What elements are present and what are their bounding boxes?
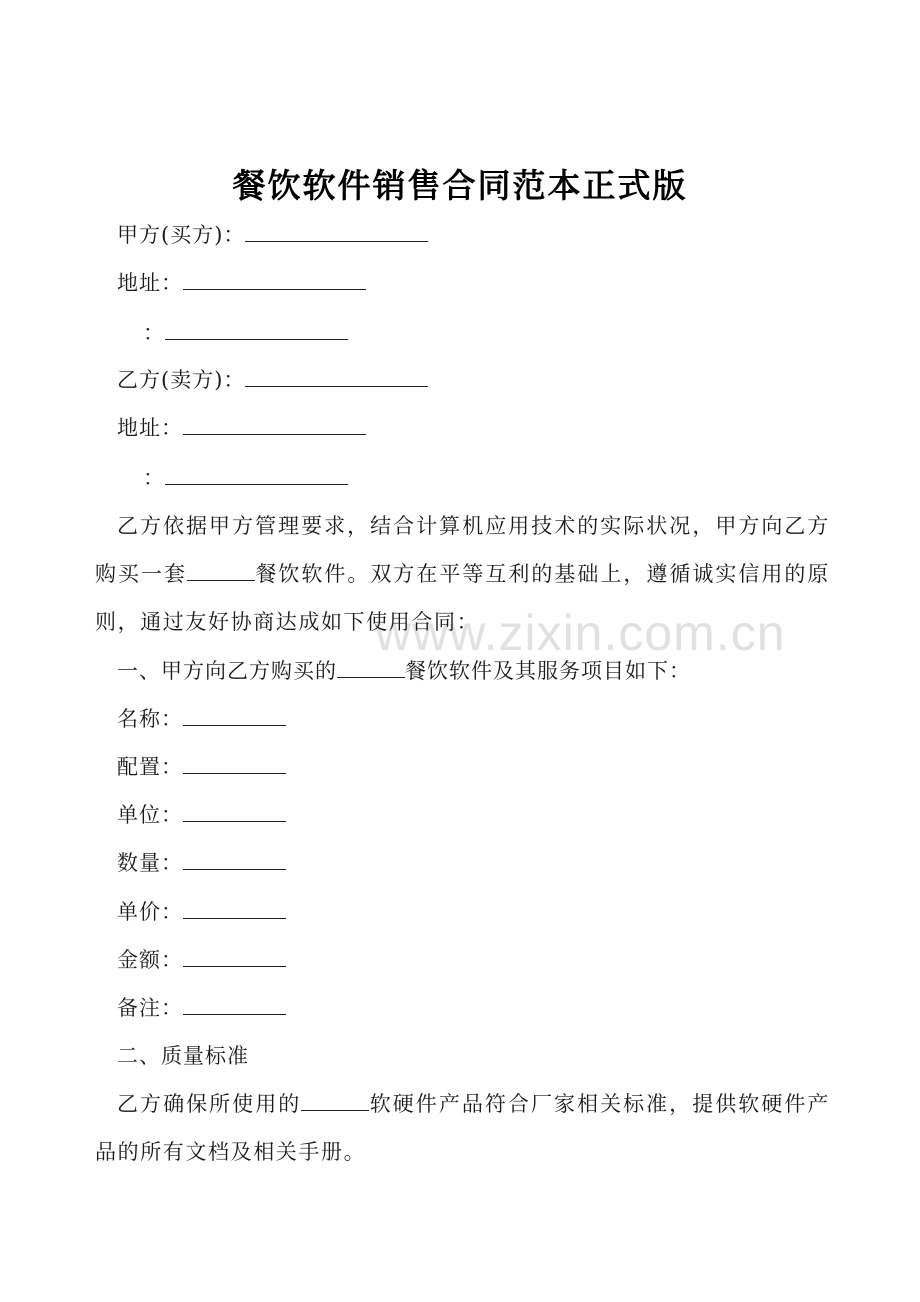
item-row <box>117 704 286 734</box>
party-b-address-blank[interactable] <box>183 414 366 435</box>
section-2-heading: 二、质量标准 <box>117 1044 249 1068</box>
party-b-extra-line <box>143 463 348 493</box>
software-name-blank[interactable] <box>187 560 255 581</box>
party-a-address-line <box>117 268 366 298</box>
section-1-heading <box>117 656 691 686</box>
item-blank[interactable] <box>183 994 286 1015</box>
party-b-blank[interactable] <box>245 366 428 387</box>
party-a-line <box>117 220 428 250</box>
section-2-paragraph <box>95 1080 830 1176</box>
watermark: www.zixin.com.cn <box>375 605 786 661</box>
party-b-extra-blank[interactable] <box>165 464 348 485</box>
party-b-extra-label: ： <box>143 466 165 490</box>
document-title: 餐饮软件销售合同范本正式版 <box>232 166 688 205</box>
intro-line-2-pre: 购买一套 <box>95 562 187 586</box>
intro-line-1: 乙方依据甲方管理要求，结合计算机应用技术的实际状况，甲方向乙方 <box>117 514 830 538</box>
party-a-address-blank[interactable] <box>183 269 366 290</box>
party-a-extra-label: ： <box>143 321 165 345</box>
item-label: 金额： <box>117 948 183 972</box>
party-b-address-label: 地址： <box>117 416 183 440</box>
party-b-label: 乙方(卖方)： <box>117 368 246 392</box>
item-blank[interactable] <box>183 801 286 822</box>
item-row <box>117 897 286 927</box>
intro-paragraph <box>95 502 830 646</box>
item-label: 名称： <box>117 707 183 731</box>
item-row <box>117 752 286 782</box>
item-label: 单位： <box>117 803 183 827</box>
section-1-blank[interactable] <box>337 657 405 678</box>
item-blank[interactable] <box>183 753 286 774</box>
item-label: 数量： <box>117 851 183 875</box>
party-a-address-label: 地址： <box>117 271 183 295</box>
item-label: 配置： <box>117 755 183 779</box>
section-1-post: 餐饮软件及其服务项目如下： <box>405 659 691 683</box>
section-2-line-2: 品的所有文档及相关手册。 <box>95 1140 367 1164</box>
section-2-line-1-post: 软硬件产品符合厂家相关标准，提供软硬件产 <box>369 1092 830 1116</box>
party-b-address-line <box>117 413 366 443</box>
item-row <box>117 945 286 975</box>
section-1-pre: 一、甲方向乙方购买的 <box>117 659 337 683</box>
item-row <box>117 800 286 830</box>
party-a-extra-blank[interactable] <box>165 319 348 340</box>
section-2-line-1-pre: 乙方确保所使用的 <box>117 1092 302 1116</box>
party-a-label: 甲方(买方)： <box>117 223 246 247</box>
item-blank[interactable] <box>183 705 286 726</box>
item-row <box>117 848 286 878</box>
intro-line-3: 则，通过友好协商达成如下使用合同： <box>95 610 480 634</box>
item-blank[interactable] <box>183 849 286 870</box>
party-a-blank[interactable] <box>245 221 428 242</box>
section-2-blank[interactable] <box>301 1090 369 1111</box>
item-row <box>117 993 286 1023</box>
item-label: 备注： <box>117 996 183 1020</box>
item-label: 单价： <box>117 900 183 924</box>
item-blank[interactable] <box>183 946 286 967</box>
item-blank[interactable] <box>183 898 286 919</box>
party-a-extra-line <box>143 318 348 348</box>
party-b-line <box>117 365 428 395</box>
intro-line-2-post: 餐饮软件。双方在平等互利的基础上，遵循诚实信用的原 <box>255 562 830 586</box>
